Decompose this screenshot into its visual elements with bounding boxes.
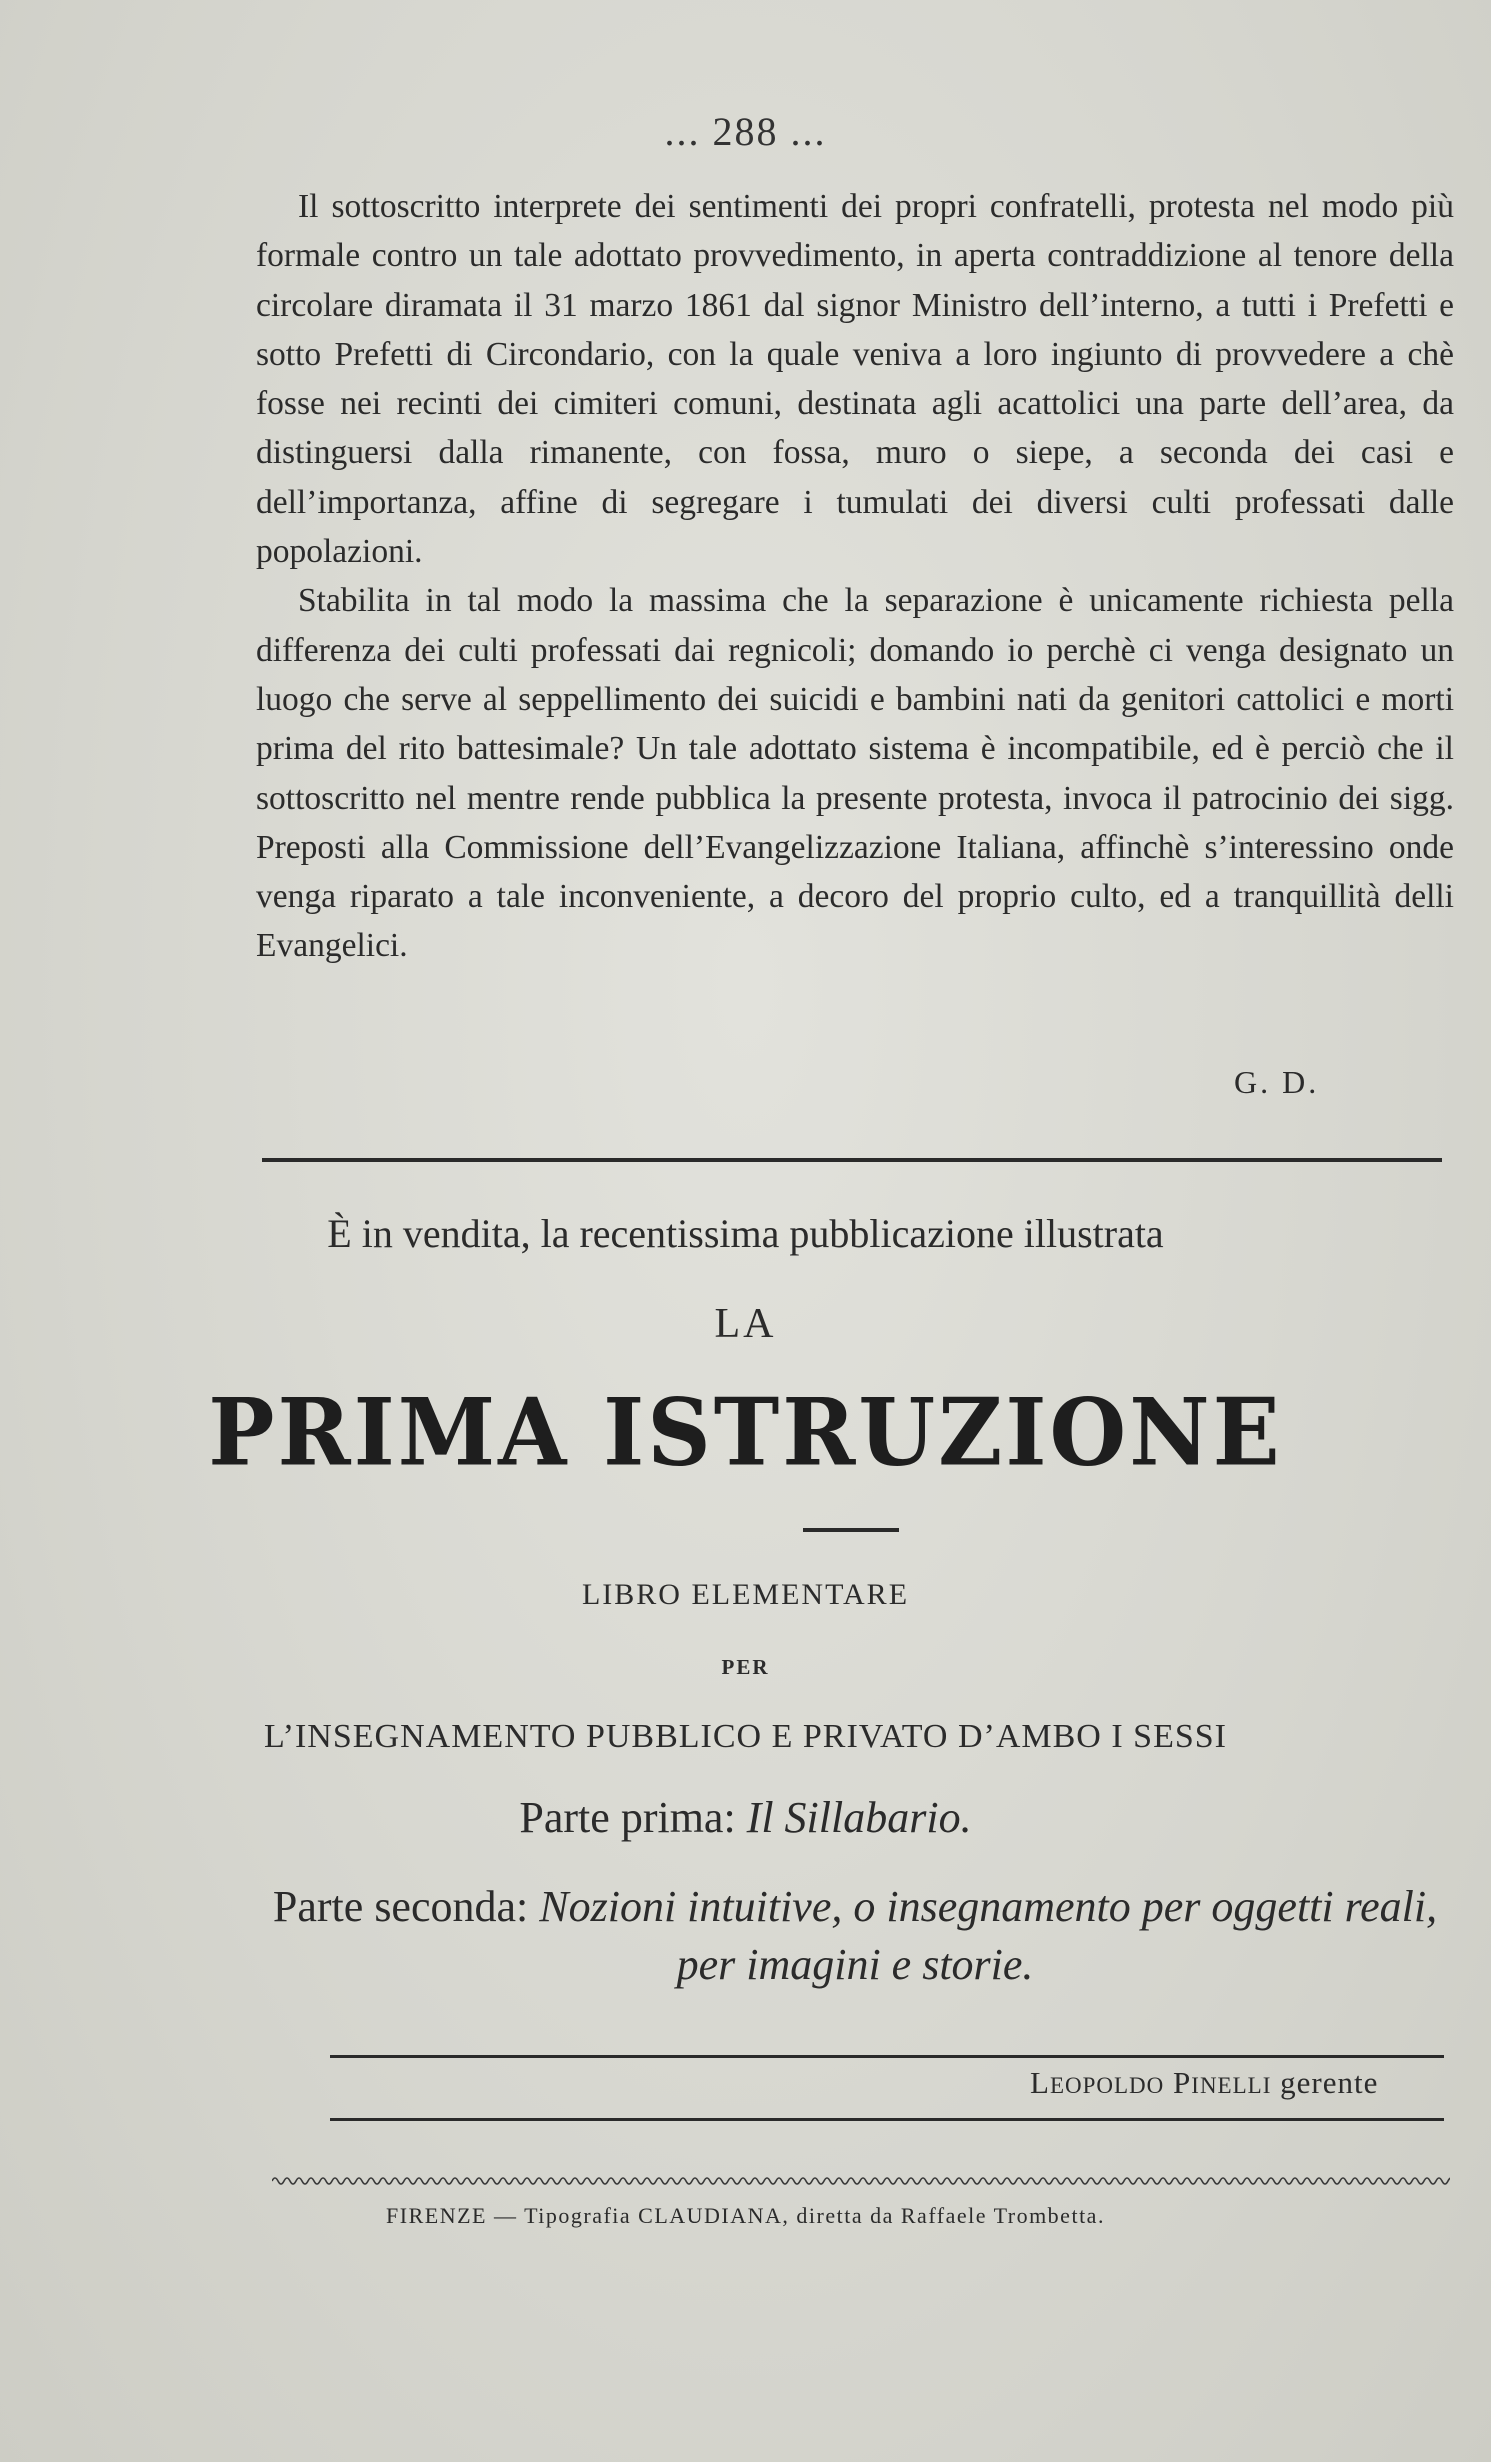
publisher-role: gerente: [1280, 2065, 1379, 2100]
publisher-last-initial: P: [1173, 2065, 1192, 2100]
publisher-credit: [1030, 2065, 1378, 2101]
ad-part-two-title: Nozioni intuitive, o insegnamento per oggetti reali, per imagini e storie.: [539, 1882, 1438, 1989]
publisher-first-rest: EOPOLDO: [1049, 2073, 1165, 2098]
ad-part-two: [256, 1878, 1454, 1994]
ad-purpose: L’INSEGNAMENTO PUBBLICO E PRIVATO D’AMBO I SESSI: [264, 1718, 1227, 1755]
ad-part-two-label: Parte seconda:: [272, 1882, 529, 1931]
ad-article-word: LA: [714, 1301, 777, 1347]
title-divider: [803, 1528, 899, 1532]
page-number: ... 288 ...: [664, 109, 827, 154]
ad-lead-text: È in vendita, la recentissima pubblicazione illustrata: [327, 1211, 1164, 1256]
ad-part-one-title: Il Sillabario.: [746, 1793, 972, 1842]
ad-part-one-label: Parte prima:: [519, 1793, 736, 1842]
decorative-wave-rule: [272, 2174, 1450, 2188]
publisher-last-rest: INELLI: [1191, 2073, 1272, 2098]
article-body: [256, 182, 1454, 971]
ad-book-title: PRIMA ISTRUZIONE: [208, 1377, 1283, 1487]
section-divider: [262, 1158, 1442, 1162]
ad-part-one: [0, 1792, 1491, 1843]
article-signature: G. D.: [1234, 1064, 1320, 1100]
ad-per: PER: [721, 1655, 770, 1679]
publisher-rule-top: [330, 2055, 1444, 2058]
publisher-first-initial: L: [1030, 2065, 1050, 2100]
article-paragraph-2: Stabilita in tal modo la massima che la separazione è unicamente richiesta pella differenza dei culti professati dai regnicoli; domando io perchè ci venga designato un luogo che serve al seppellimento dei suicidi e bambini nati da genitori cattolici e morti prima del rito battesimale? Un tale adottato sistema è incompatibile, ed è perciò che il sottoscritto nel mentre rende pubblica la presente protesta, invoca il patrocinio dei sigg. Preposti alla Commissione dell’Evangelizzazione Italiana, affinchè s’interessino onde venga riparato a tale inconveniente, a decoro del proprio culto, ed a tranquillità delli Evangelici.: [256, 582, 1454, 965]
printer-colophon: FIRENZE — Tipografia CLAUDIANA, diretta da Raffaele Trombetta.: [386, 2203, 1105, 2228]
ad-subtitle: LIBRO ELEMENTARE: [581, 1578, 910, 1611]
article-paragraph-1: Il sottoscritto interprete dei sentimenti dei propri confratelli, protesta nel modo più formale contro un tale adottato provvedimento, in aperta contraddizione al tenore della circolare diramata il 31 marzo 1861 dal signor Ministro dell’interno, a tutti i Prefetti e sotto Prefetti di Circondario, con la quale veniva a loro ingiunto di provvedere a chè fosse nei recinti dei cimiteri comuni, destinata agli acattolici una parte dell’area, da distinguersi dalla rimanente, con fossa, muro o siepe, a seconda dei casi e dell’importanza, affine di segregare i tumulati dei diversi culti professati dalle popolazioni.: [256, 188, 1454, 571]
publisher-rule-bottom: [330, 2118, 1444, 2121]
